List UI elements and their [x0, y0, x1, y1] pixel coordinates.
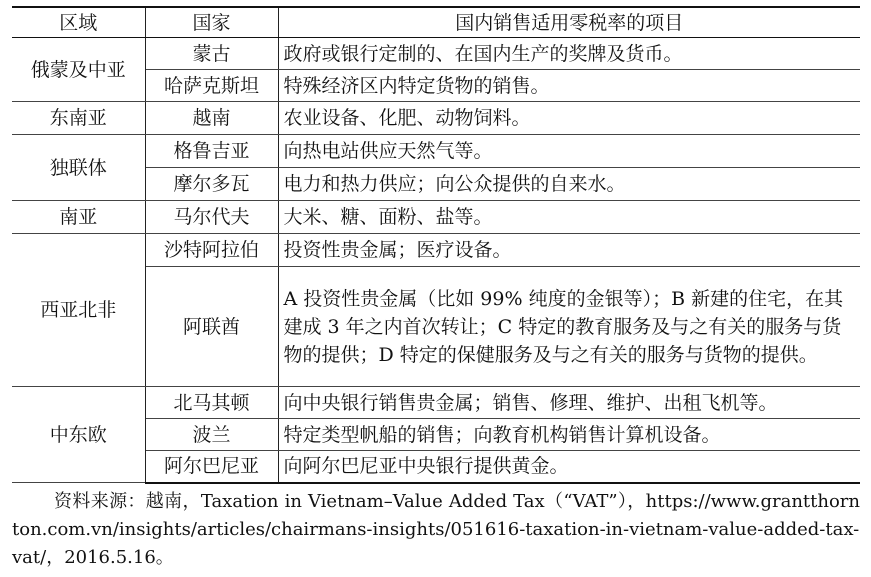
country-cell: 北马其顿 [145, 387, 278, 419]
country-cell: 越南 [145, 102, 278, 135]
items-cell: 农业设备、化肥、动物饲料。 [278, 102, 860, 135]
source-note: 资料来源：越南，Taxation in Vietnam–Value Added Tax（“VAT”），https://www.grantthornton.com.vn/insights/articles/chairmans-insights/051616-taxation-in-vietnam-value-added-tax-vat/，2016.5.16。 [12, 491, 860, 568]
country-cell: 格鲁吉亚 [145, 135, 278, 168]
items-cell: 电力和热力供应；向公众提供的自来水。 [278, 168, 860, 201]
table-row [12, 38, 860, 70]
country-cell: 蒙古 [145, 38, 278, 70]
region-cell: 俄蒙及中亚 [12, 38, 145, 102]
country-cell: 摩尔多瓦 [145, 168, 278, 201]
header-items: 国内销售适用零税率的项目 [278, 7, 860, 38]
zero-rate-table-container [12, 6, 860, 484]
header-region: 区域 [12, 7, 145, 38]
country-cell: 阿尔巴尼亚 [145, 451, 278, 483]
items-cell: 特定类型帆船的销售；向教育机构销售计算机设备。 [278, 419, 860, 451]
items-cell: 向阿尔巴尼亚中央银行提供黄金。 [278, 451, 860, 483]
items-cell: 投资性贵金属；医疗设备。 [278, 234, 860, 267]
country-cell: 马尔代夫 [145, 201, 278, 234]
country-cell: 阿联酋 [145, 267, 278, 387]
header-country: 国家 [145, 7, 278, 38]
country-cell: 哈萨克斯坦 [145, 70, 278, 102]
table-row [12, 234, 860, 267]
table-row [12, 387, 860, 419]
region-cell: 中东欧 [12, 387, 145, 483]
region-cell: 东南亚 [12, 102, 145, 135]
table-row [12, 201, 860, 234]
table-row [12, 102, 860, 135]
header-row [12, 7, 860, 38]
region-cell: 独联体 [12, 135, 145, 201]
items-cell: 政府或银行定制的、在国内生产的奖牌及货币。 [278, 38, 860, 70]
region-cell: 西亚北非 [12, 234, 145, 387]
country-cell: 沙特阿拉伯 [145, 234, 278, 267]
items-cell: 向中央银行销售贵金属；销售、修理、维护、出租飞机等。 [278, 387, 860, 419]
items-cell: 向热电站供应天然气等。 [278, 135, 860, 168]
items-cell: A 投资性贵金属（比如 99% 纯度的金银等）；B 新建的住宅，在其建成 3 年之内首次转让；C 特定的教育服务及与之有关的服务与货物的提供；D 特定的保健服务及与之有关的服务与货物的提供。 [278, 267, 860, 387]
country-cell: 波兰 [145, 419, 278, 451]
table-row [12, 135, 860, 168]
region-cell: 南亚 [12, 201, 145, 234]
items-cell: 大米、糖、面粉、盐等。 [278, 201, 860, 234]
zero-rate-table [12, 6, 860, 484]
items-cell: 特殊经济区内特定货物的销售。 [278, 70, 860, 102]
